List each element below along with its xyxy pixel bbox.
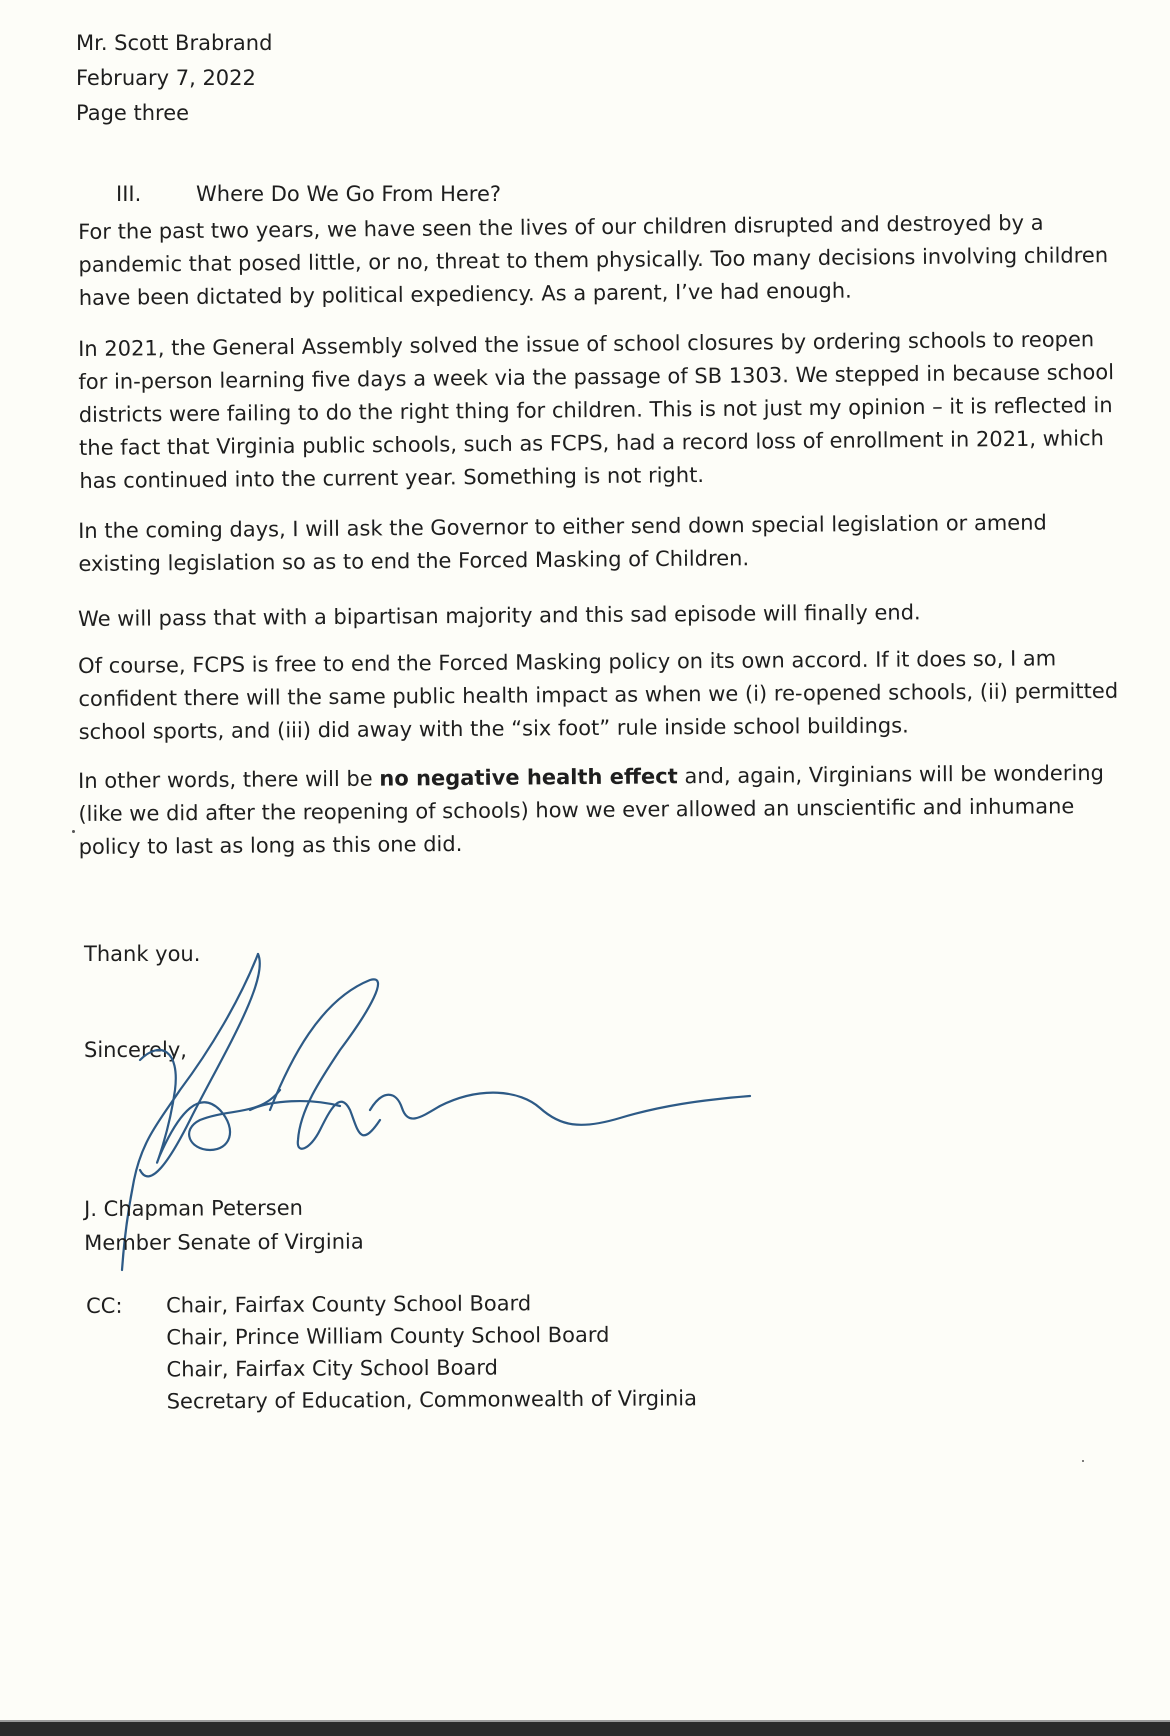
- bottom-frame: [0, 1722, 1170, 1736]
- letter-header: [76, 26, 272, 131]
- signer-block: [84, 1191, 364, 1260]
- conclusion-text-end: and, again, Virginians will be wondering (like we did after the reopening of schools) how we ever allowed an unscientific and inhumane policy to last as long as this one did.: [78, 760, 1105, 859]
- signer-title: Member Senate of Virginia: [84, 1229, 364, 1255]
- cc-recipient: Chair, Prince William County School Board: [166, 1322, 610, 1350]
- paragraph-fcps: Of course, FCPS is free to end the Forced Masking policy on its own accord. If it does so, I am confident there will the same public health impact as when we (i) re-opened schools, (ii) permitted school sports, and (iii) did away with the “six foot” rule inside school buildings.: [78, 646, 1119, 744]
- paragraph-bipartisan: We will pass that with a bipartisan majority and this sad episode will finally end.: [78, 600, 921, 631]
- sincerely-line: Sincerely,: [84, 1038, 187, 1062]
- conclusion-bold-phrase: no negative health effect: [379, 764, 678, 791]
- section-number: III.: [116, 182, 142, 206]
- section-title: Where Do We Go From Here?: [196, 182, 502, 206]
- cc-list: [166, 1286, 697, 1417]
- thanks-line: Thank you.: [84, 942, 201, 966]
- letter-date: February 7, 2022: [76, 66, 256, 90]
- section-heading: [116, 178, 501, 211]
- cc-recipient: Secretary of Education, Commonwealth of Virginia: [166, 1386, 697, 1414]
- conclusion-text-start: In other words, there will be: [78, 766, 380, 793]
- paragraph-conclusion: [78, 757, 1119, 864]
- recipient-name: Mr. Scott Brabrand: [76, 31, 273, 55]
- scan-speck: [1082, 1460, 1084, 1462]
- page-label: Page three: [76, 101, 190, 125]
- scan-speck: [72, 830, 75, 833]
- paragraph-general-assembly: In 2021, the General Assembly solved the issue of school closures by ordering schools to reopen for in-person learning five days a week via the passage of SB 1303. We stepped in because school districts were failing to do the right thing for children. This is not just my opinion – it is reflected in the fact that Virginia public schools, such as FCPS, had a record loss of enrollment in 2021, which has continued into the current year. Something is not right.: [78, 327, 1115, 493]
- signer-name: J. Chapman Petersen: [84, 1195, 303, 1221]
- cc-block: [86, 1286, 697, 1418]
- cc-label: CC:: [86, 1293, 123, 1318]
- cc-recipient: Chair, Fairfax City School Board: [166, 1355, 499, 1382]
- paragraph-pandemic: For the past two years, we have seen the lives of our children disrupted and destroyed by a pandemic that posed little, or no, threat to them physically. Too many decisions involving children have been dictated by political expediency. As a parent, I’ve had enough.: [78, 210, 1109, 310]
- cc-recipient: Chair, Fairfax County School Board: [166, 1291, 532, 1318]
- paragraph-governor: In the coming days, I will ask the Governor to either send down special legislation or amend existing legislation so as to end the Forced Masking of Children.: [78, 510, 1047, 576]
